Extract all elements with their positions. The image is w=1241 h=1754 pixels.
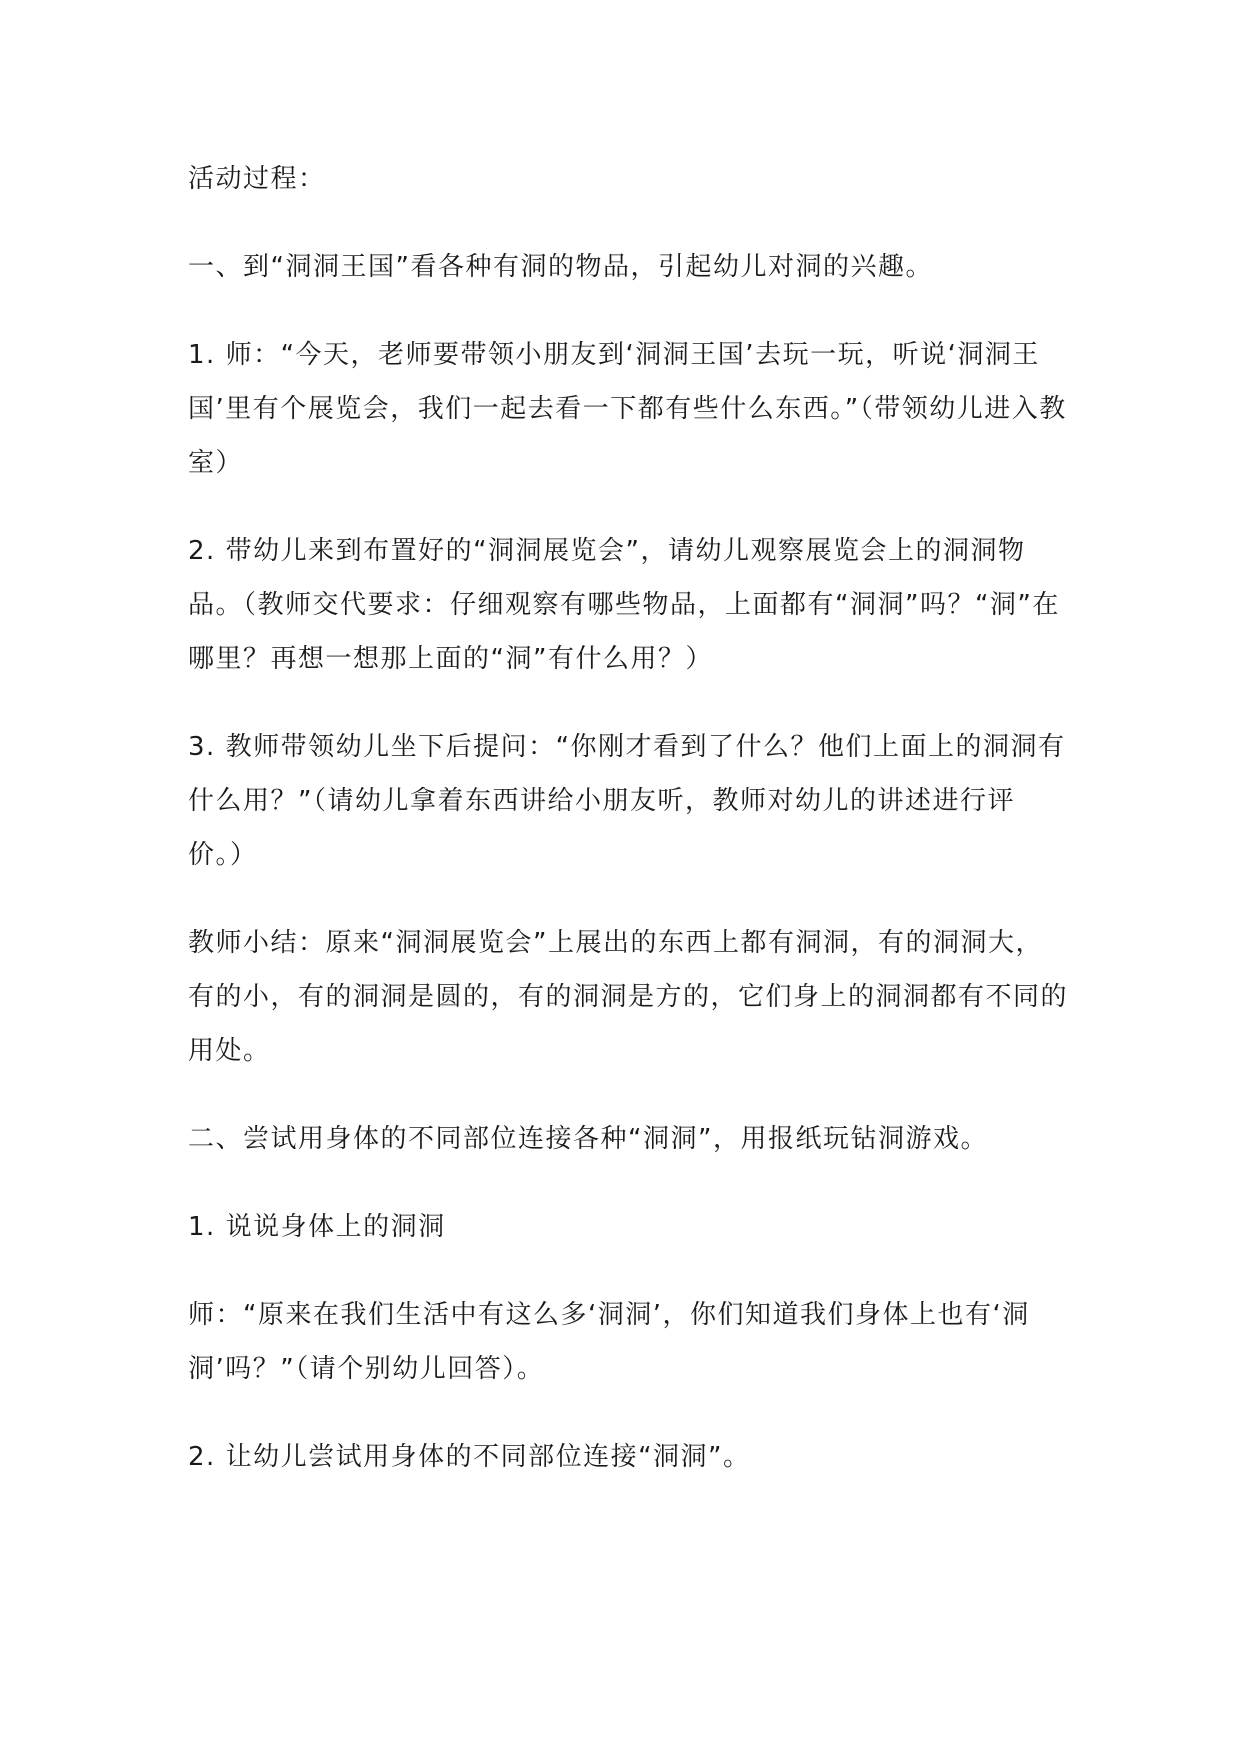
step-1-1: 1. 师：“今天，老师要带领小朋友到‘洞洞王国’去玩一玩，听说‘洞洞王国’里有个展览会，我们一起去看一下都有些什么东西。”（带领幼儿进入教室） bbox=[188, 340, 1067, 478]
heading-activity-process: 活动过程： bbox=[188, 164, 326, 194]
section-two-heading: 二、尝试用身体的不同部位连接各种“洞洞”，用报纸玩钻洞游戏。 bbox=[188, 1124, 988, 1154]
step-2-2: 2. 让幼儿尝试用身体的不同部位连接“洞洞”。 bbox=[188, 1442, 751, 1472]
step-1-2: 2. 带幼儿来到布置好的“洞洞展览会”，请幼儿观察展览会上的洞洞物品。（教师交代要求：仔细观察有哪些物品，上面都有“洞洞”吗？“洞”在哪里？再想一想那上面的“洞”有什么用？） bbox=[188, 536, 1060, 674]
teacher-summary: 教师小结：原来“洞洞展览会”上展出的东西上都有洞洞，有的洞洞大，有的小，有的洞洞是圆的，有的洞洞是方的，它们身上的洞洞都有不同的用处。 bbox=[188, 928, 1069, 1066]
document-body bbox=[188, 152, 1068, 1518]
step-1-3: 3. 教师带领幼儿坐下后提问：“你刚才看到了什么？他们上面上的洞洞有什么用？”（请幼儿拿着东西讲给小朋友听，教师对幼儿的讲述进行评价。） bbox=[188, 732, 1066, 870]
teacher-question: 师：“原来在我们生活中有这么多‘洞洞’，你们知道我们身体上也有‘洞洞’吗？”（请个别幼儿回答）。 bbox=[188, 1300, 1030, 1384]
step-2-1: 1. 说说身体上的洞洞 bbox=[188, 1212, 446, 1242]
section-one-heading: 一、到“洞洞王国”看各种有洞的物品，引起幼儿对洞的兴趣。 bbox=[188, 252, 933, 282]
